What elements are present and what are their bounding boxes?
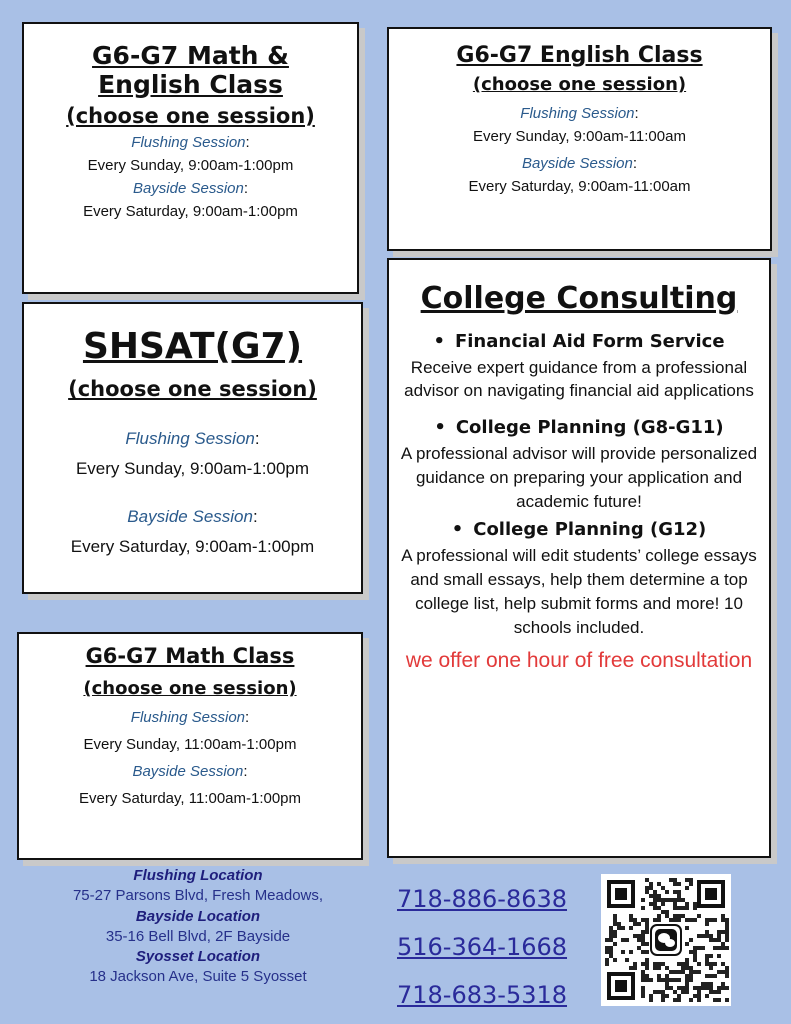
math-english-class-card (22, 22, 359, 294)
location-name: Syosset Location (135, 948, 261, 965)
flushing-session-label: Flushing Session: (125, 429, 260, 449)
english-class-card (387, 27, 772, 251)
bayside-session-label: Bayside Session: (521, 155, 638, 173)
flushing-session-time: Every Sunday, 9:00am-1:00pm (87, 156, 294, 174)
card-title: G6-G7 Math & English Class (92, 41, 289, 99)
shsat-class-card (22, 302, 363, 594)
math-class-card (17, 632, 363, 860)
bullet-icon: • (451, 519, 464, 541)
choose-session-label: (choose one session) (68, 377, 317, 402)
wechat-qr-code-icon (601, 874, 731, 1006)
location-name: Flushing Location (133, 867, 263, 884)
bayside-session-time: Every Saturday, 9:00am-1:00pm (83, 202, 298, 220)
bayside-session-time: Every Saturday, 11:00am-1:00pm (78, 790, 302, 808)
location-name: Bayside Location (135, 907, 261, 925)
free-consultation-offer: we offer one hour of free consultation (405, 648, 753, 672)
flushing-session-label: Flushing Session: (130, 709, 250, 727)
bullet-icon: • (433, 330, 445, 352)
flushing-session-label: Flushing Session: (131, 133, 250, 151)
college-consulting-title: College Consulting (420, 281, 738, 316)
college-planning-g12-heading: • College Planning (G12) (451, 519, 707, 541)
phone-link[interactable]: 718-683-5318 (397, 981, 568, 1009)
college-consulting-card (387, 258, 771, 858)
bayside-session-label: Bayside Session: (132, 763, 248, 781)
bayside-session-time: Every Saturday, 9:00am-11:00am (468, 178, 691, 196)
bayside-session-label: Bayside Session: (132, 179, 249, 197)
financial-aid-desc: Receive expert guidance from a professional advisor on navigating financial aid applications (404, 357, 754, 401)
flushing-session-label: Flushing Session: (520, 105, 639, 123)
flushing-session-time: Every Sunday, 9:00am-11:00am (473, 128, 686, 146)
college-planning-g8-g11-desc: A professional advisor will provide personalized guidance on preparing your application and academic future! (400, 444, 758, 511)
locations-list (18, 866, 378, 988)
college-planning-g8-g11-heading: • College Planning (G8-G11) (434, 417, 724, 439)
college-planning-g12-desc: A professional will edit students’ college essays and small essays, help them determine a top college list, help submit forms and more! 10 schools included. (401, 546, 757, 637)
choose-session-label: (choose one session) (66, 103, 315, 128)
phone-numbers (397, 875, 567, 1019)
phone-link[interactable]: 516-364-1668 (397, 933, 568, 961)
phone-link[interactable]: 718-886-8638 (397, 885, 568, 913)
flushing-session-time: Every Sunday, 9:00am-1:00pm (75, 459, 310, 479)
card-title: G6-G7 Math Class (85, 644, 295, 668)
location-address: 75-27 Parsons Blvd, Fresh Meadows, (72, 887, 324, 905)
location-address: 35-16 Bell Blvd, 2F Bayside (105, 927, 291, 945)
bayside-session-time: Every Saturday, 9:00am-1:00pm (70, 537, 315, 557)
flushing-session-time: Every Sunday, 11:00am-1:00pm (83, 736, 297, 754)
card-title: SHSAT(G7) (82, 326, 303, 367)
bayside-session-label: Bayside Session: (127, 507, 258, 527)
location-address: 18 Jackson Ave, Suite 5 Syosset (89, 968, 307, 986)
card-title: G6-G7 English Class (456, 43, 703, 68)
bullet-icon: • (434, 417, 446, 439)
choose-session-label: (choose one session) (472, 74, 687, 96)
financial-aid-heading: • Financial Aid Form Service (433, 330, 725, 352)
choose-session-label: (choose one session) (83, 678, 297, 700)
